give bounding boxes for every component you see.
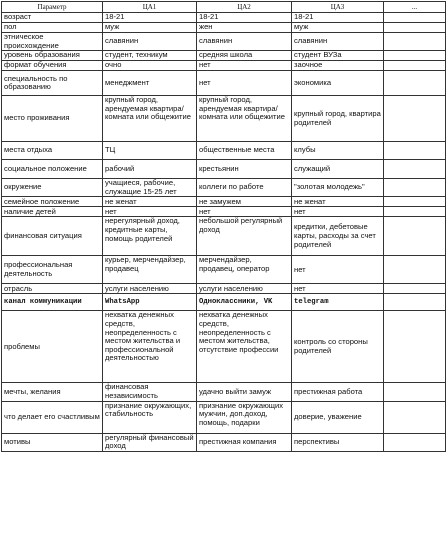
table-row	[2, 33, 446, 51]
value-cell	[384, 71, 446, 96]
parameter-cell: уровень образования	[2, 51, 103, 61]
value-cell: служащий	[292, 160, 384, 179]
value-cell: средняя школа	[197, 51, 292, 61]
value-cell: крупный город, арендуемая квартира/комната или общежитие	[197, 96, 292, 142]
value-cell	[384, 207, 446, 217]
value-cell	[384, 179, 446, 197]
value-cell: доверие, уважение	[292, 401, 384, 433]
table-row	[2, 217, 446, 256]
value-cell: не женат	[292, 197, 384, 207]
header-ca3: ЦА3	[292, 2, 384, 13]
value-cell: престижная работа	[292, 383, 384, 401]
value-cell: рабочий	[103, 160, 197, 179]
value-cell: жен	[197, 23, 292, 33]
parameter-cell: семейное положение	[2, 197, 103, 207]
parameter-cell: отрасль	[2, 284, 103, 294]
value-cell	[384, 23, 446, 33]
value-cell: удачно выйти замуж	[197, 383, 292, 401]
value-cell: клубы	[292, 142, 384, 160]
parameter-cell: канал коммуникации	[2, 294, 103, 311]
value-cell	[384, 284, 446, 294]
value-cell: общественные места	[197, 142, 292, 160]
value-cell: очно	[103, 61, 197, 71]
value-cell: WhatsApp	[103, 294, 197, 311]
parameter-cell: мотивы	[2, 433, 103, 451]
value-cell: финансовая независимость	[103, 383, 197, 401]
table-row	[2, 401, 446, 433]
value-cell	[384, 13, 446, 23]
value-cell: кредитки, дебетовые карты, расходы за счет родителей	[292, 217, 384, 256]
value-cell: не женат	[103, 197, 197, 207]
value-cell: муж	[292, 23, 384, 33]
value-cell: услуги населению	[103, 284, 197, 294]
value-cell	[384, 96, 446, 142]
value-cell	[384, 197, 446, 207]
value-cell	[384, 33, 446, 51]
value-cell: заочное	[292, 61, 384, 71]
table-row	[2, 207, 446, 217]
value-cell: курьер, мерчендайзер, продавец	[103, 256, 197, 284]
value-cell	[384, 217, 446, 256]
value-cell: нехватка денежных средств, неопределенность с местом жительства и профессиональной деятельностью	[103, 311, 197, 383]
parameter-cell: специальность по образованию	[2, 71, 103, 96]
parameter-cell: мечты, желания	[2, 383, 103, 401]
value-cell: экономика	[292, 71, 384, 96]
value-cell: нет	[103, 207, 197, 217]
value-cell	[384, 433, 446, 451]
value-cell: славянин	[103, 33, 197, 51]
value-cell: мерчендайзер, продавец, оператор	[197, 256, 292, 284]
parameter-cell: место проживания	[2, 96, 103, 142]
header-parameter: Параметр	[2, 2, 103, 13]
parameter-cell: пол	[2, 23, 103, 33]
value-cell: признание окружающих, стабильность	[103, 401, 197, 433]
value-cell	[384, 142, 446, 160]
value-cell	[384, 160, 446, 179]
parameter-cell: места отдыха	[2, 142, 103, 160]
parameter-cell: наличие детей	[2, 207, 103, 217]
value-cell: крупный город, арендуемая квартира/комната или общежитие	[103, 96, 197, 142]
table-row	[2, 160, 446, 179]
table-row	[2, 96, 446, 142]
table-row	[2, 179, 446, 197]
parameter-cell: профессиональная деятельность	[2, 256, 103, 284]
value-cell: небольшой регулярный доход	[197, 217, 292, 256]
header-ca1: ЦА1	[103, 2, 197, 13]
table-row	[2, 197, 446, 207]
value-cell: нет	[292, 256, 384, 284]
value-cell	[384, 256, 446, 284]
value-cell: студент, техникум	[103, 51, 197, 61]
header-ca2: ЦА2	[197, 2, 292, 13]
value-cell: крупный город, квартира родителей	[292, 96, 384, 142]
value-cell: регулярный финансовый доход	[103, 433, 197, 451]
table-row	[2, 142, 446, 160]
value-cell	[384, 311, 446, 383]
value-cell: telegram	[292, 294, 384, 311]
table-row	[2, 294, 446, 311]
header-row	[2, 2, 446, 13]
value-cell: признание окружающих мужчин, доп.доход, помощь, подарки	[197, 401, 292, 433]
value-cell	[384, 294, 446, 311]
value-cell: услуги населению	[197, 284, 292, 294]
table-row	[2, 51, 446, 61]
value-cell: крестьянин	[197, 160, 292, 179]
table-body	[2, 13, 446, 452]
table-row	[2, 311, 446, 383]
value-cell: нехватка денежных средств, неопределенность с местом жительства, отсутствие профессии	[197, 311, 292, 383]
value-cell: нет	[292, 284, 384, 294]
parameter-cell: этническое происхождение	[2, 33, 103, 51]
table-row	[2, 71, 446, 96]
table-row	[2, 13, 446, 23]
value-cell: менеджмент	[103, 71, 197, 96]
parameter-cell: окружение	[2, 179, 103, 197]
value-cell: учащиеся, рабочие, служащие 15-25 лет	[103, 179, 197, 197]
table-row	[2, 383, 446, 401]
value-cell: Одноклассники, VK	[197, 294, 292, 311]
value-cell: 18-21	[197, 13, 292, 23]
parameter-cell: возраст	[2, 13, 103, 23]
parameter-cell: формат обучения	[2, 61, 103, 71]
header-more: ...	[384, 2, 446, 13]
value-cell: нет	[197, 71, 292, 96]
value-cell	[384, 61, 446, 71]
value-cell: коллеги по работе	[197, 179, 292, 197]
value-cell: славянин	[292, 33, 384, 51]
table-row	[2, 433, 446, 451]
parameter-cell: что делает его счастливым	[2, 401, 103, 433]
value-cell: 18-21	[103, 13, 197, 23]
table-row	[2, 256, 446, 284]
value-cell: нет	[197, 207, 292, 217]
value-cell: контроль со стороны родителей	[292, 311, 384, 383]
target-audience-table	[1, 1, 446, 452]
value-cell: престижная компания	[197, 433, 292, 451]
parameter-cell: проблемы	[2, 311, 103, 383]
parameter-cell: финансовая ситуация	[2, 217, 103, 256]
parameter-cell: социальное положение	[2, 160, 103, 179]
value-cell	[384, 51, 446, 61]
value-cell: нет	[197, 61, 292, 71]
value-cell: не замужем	[197, 197, 292, 207]
value-cell: муж	[103, 23, 197, 33]
value-cell: нерегулярный доход, кредитные карты, помощь родителей	[103, 217, 197, 256]
value-cell: перспективы	[292, 433, 384, 451]
value-cell: 18-21	[292, 13, 384, 23]
value-cell: славянин	[197, 33, 292, 51]
value-cell: студент ВУЗа	[292, 51, 384, 61]
table-row	[2, 284, 446, 294]
value-cell: ТЦ	[103, 142, 197, 160]
value-cell	[384, 383, 446, 401]
table-row	[2, 61, 446, 71]
table-row	[2, 23, 446, 33]
value-cell: нет	[292, 207, 384, 217]
value-cell: "золотая молодежь"	[292, 179, 384, 197]
value-cell	[384, 401, 446, 433]
